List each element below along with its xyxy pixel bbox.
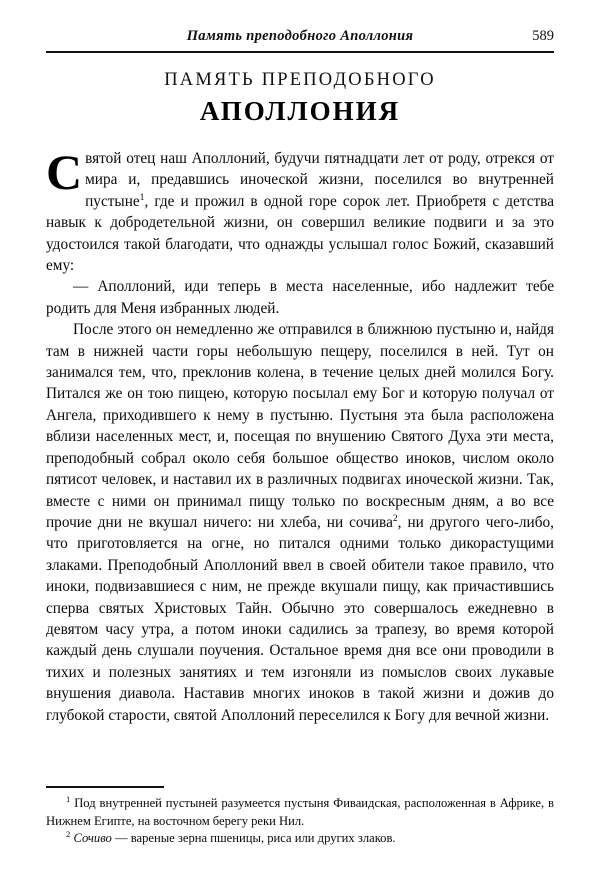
header-rule [46,51,554,53]
paragraph-1-part-2: , где и прожил в одной горе сорок лет. Приобретя с детства навык к добродетельной жизни, он совершил великие подвиги и за это удостоился такой благодати, что однажды услышал голос Божий, сказавший ему: [46,192,554,275]
footnote-separator [46,786,164,788]
running-head [46,28,554,45]
footnote-1 [46,795,554,830]
title-line-1: ПАМЯТЬ ПРЕПОДОБНОГО [164,70,436,90]
footnote-2-text: — вареные зерна пшеницы, риса или других злаков. [111,831,396,845]
footnote-1-marker: 1 [66,793,71,804]
paragraph-3 [46,319,554,726]
title-line-2: АПОЛЛОНИЯ [199,96,401,127]
drop-cap: С [46,144,83,200]
paragraph-1-part-1: вятой отец наш Аполлоний, будучи пятнадцати лет от роду, отрекся от мира и, предавшись иноческой жизни, поселился во внутренней пустыне [85,150,554,210]
footnote-marker-2[interactable]: 2 [392,512,398,524]
footnotes [46,795,554,848]
footnote-2-term: Сочиво [73,831,112,845]
body-text [46,144,554,726]
paragraph-3-part-2: , ни другого чего-либо, что приготовляется на огне, но питался одними только дикорастущими злаками. Преподобный Аполлоний ввел в своей обители такое правило, что иноки, подвизавшиеся с ним, не прежде вкушали пищу, как причастившись сперва святых Христовых Тайн. Обычно это совершалось ежедневно в девятом часу утра, а потом иноки садились за трапезу, во время которой каждый день слушали поучения. Остальное время дня все они проводили в тихих и полезных занятиях и тем изгоняли из помыслов своих лукавые внушения диавола. Наставив многих иноков в такой жизни и дожив до глубокой старости, святой Аполлоний переселился к Богу для вечной жизни. [46,513,554,724]
page-title [46,70,554,127]
page-number: 589 [532,28,554,44]
footnote-marker-1[interactable]: 1 [139,191,145,203]
footnote-1-text: Под внутренней пустыней разумеется пустыня Фиваидская, расположенная в Африке, в Нижнем Египте, на восточном берегу реки Нил. [46,796,554,828]
paragraph-1 [46,144,554,276]
footnote-2 [46,830,554,848]
footnote-2-marker: 2 [66,828,71,839]
paragraph-2: — Аполлоний, иди теперь в места населенные, ибо надлежит тебе родить для Меня избранных людей. [46,278,554,317]
paragraph-3-part-1: После этого он немедленно же отправился в ближнюю пустыню и, найдя там в нижней части горы небольшую пещеру, поселился в ней. Тут он занимался тем, что, преклонив колена, в течение целых дней молился Богу. Питался же он тою пищею, которую посылал ему Бог и которую получал от Ангела, приходившего к нему в пустыню. Пустыня эта была расположена вблизи населенных мест, и, посещая по внушению Святого Духа эти места, преподобный собрал около себя большое общество иноков, числом около пятисот человек, и наставил их в различных подвигах иноческой жизни. Так, вместе с ними он принимал пищу только по воскресным дням, а во все прочие дни не вкушал ничего: ни хлеба, ни сочива [46,321,554,531]
running-head-title: Память преподобного Аполлония [186,28,414,44]
